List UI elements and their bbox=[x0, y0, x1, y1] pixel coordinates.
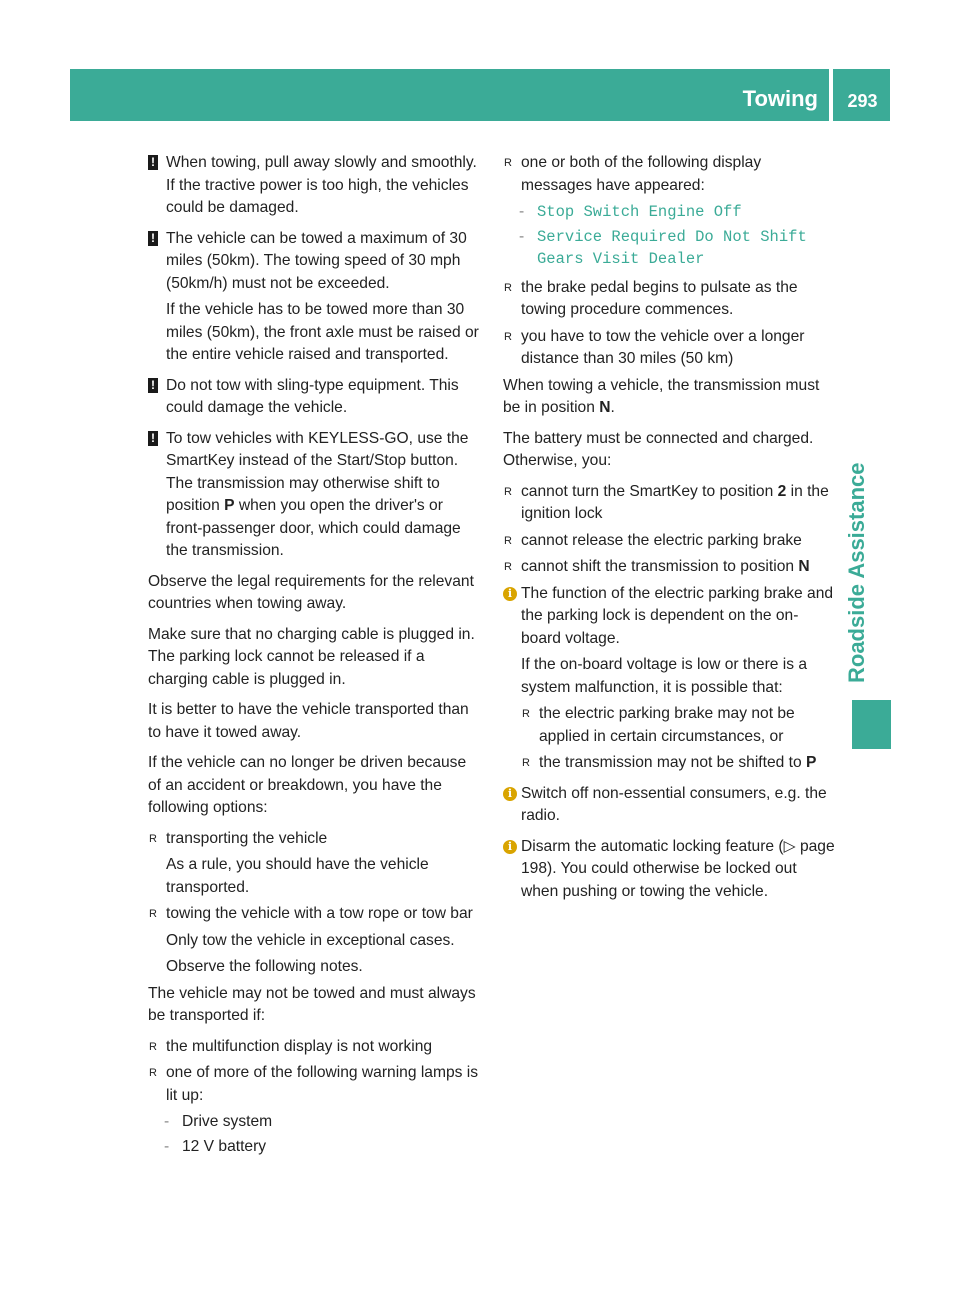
note-text: Do not tow with sling-type equipment. This could damage the vehicle. bbox=[166, 376, 459, 416]
side-tab-label: Roadside Assistance bbox=[844, 462, 869, 683]
bullet-icon: R bbox=[504, 281, 512, 294]
bullet-icon: R bbox=[504, 485, 512, 498]
list-item-text: cannot release the electric parking brake bbox=[521, 531, 802, 549]
header-separator bbox=[829, 69, 833, 121]
warning-icon: ! bbox=[148, 378, 158, 393]
note-text: When towing, pull away slowly and smoothly. If the tractive power is too high, the vehicles could be damaged. bbox=[166, 154, 477, 216]
list-item bbox=[521, 752, 835, 775]
info-note bbox=[503, 836, 835, 904]
info-note bbox=[503, 583, 835, 775]
bullet-icon: R bbox=[149, 832, 157, 845]
text-segment: cannot shift the transmission to position bbox=[521, 558, 799, 575]
key-position: 2 bbox=[777, 482, 787, 500]
dash-item bbox=[503, 201, 835, 224]
paragraph bbox=[503, 375, 835, 420]
text-segment: When towing a vehicle, the transmission must be in position bbox=[503, 376, 820, 416]
note-text bbox=[521, 836, 835, 904]
bullet-icon: R bbox=[149, 908, 157, 920]
text-segment: in the ignition lock bbox=[521, 482, 829, 522]
list-item bbox=[503, 530, 835, 553]
note-text: The vehicle can be towed a maximum of 30 miles (50km). The towing speed of 30 mph (50km/h) must not be exceeded. bbox=[166, 229, 467, 292]
bullet-icon: R bbox=[504, 561, 512, 573]
dash-icon: - bbox=[164, 1113, 170, 1130]
paragraph: It is better to have the vehicle transported than to have it towed away. bbox=[148, 701, 469, 741]
note-text: If the on-board voltage is low or there is a system malfunction, it is possible that: bbox=[521, 656, 808, 696]
list-item-text: towing the vehicle with a tow rope or tow bar bbox=[166, 905, 473, 922]
dash-item bbox=[148, 1111, 483, 1134]
list-item-text: one or both of the following display messages have appeared: bbox=[521, 154, 762, 194]
text-segment: To tow vehicles with KEYLESS-GO, use the SmartKey instead of the Start/Stop button. The transmission may otherwise shift to position bbox=[166, 429, 469, 514]
warning-note bbox=[148, 375, 483, 420]
section-title: Towing bbox=[742, 86, 818, 111]
warning-icon: ! bbox=[148, 155, 158, 170]
text-segment: . bbox=[610, 399, 615, 416]
list-item-text bbox=[539, 752, 835, 775]
bullet-icon: R bbox=[522, 757, 530, 769]
list-item bbox=[148, 828, 483, 900]
gear-position: P bbox=[224, 497, 235, 514]
list-item-text: the brake pedal begins to pulsate as the towing procedure commences. bbox=[521, 278, 798, 318]
list-item-text: one of more of the following warning lamps is lit up: bbox=[166, 1064, 479, 1104]
note-text: If the vehicle has to be towed more than 30 miles (50km), the front axle must be raised or the entire vehicle raised and transported. bbox=[166, 301, 479, 363]
list-item-text: the electric parking brake may not be applied in certain circumstances, or bbox=[539, 705, 795, 745]
list-item bbox=[521, 703, 835, 748]
header-bar bbox=[70, 69, 890, 121]
dash-icon: - bbox=[519, 203, 525, 220]
note-text: The function of the electric parking brake and the parking lock is dependent on the on-board voltage. bbox=[521, 584, 834, 647]
text-segment: Disarm the automatic locking feature ( bbox=[521, 837, 784, 855]
dash-item bbox=[503, 226, 835, 271]
list-item-text: the multifunction display is not working bbox=[166, 1037, 433, 1055]
bullet-icon: R bbox=[149, 1040, 157, 1053]
info-note bbox=[503, 783, 835, 828]
gear-position: P bbox=[805, 754, 817, 771]
bullet-icon: R bbox=[504, 330, 512, 343]
list-item-text: you have to tow the vehicle over a longer distance than 30 miles (50 km) bbox=[521, 327, 805, 367]
text-segment: the transmission may not be shifted to bbox=[539, 754, 806, 771]
paragraph: The vehicle may not be towed and must always be transported if: bbox=[148, 984, 476, 1024]
paragraph: Make sure that no charging cable is plugged in. The parking lock cannot be released if a charging cable is plugged in. bbox=[148, 625, 475, 688]
left-column bbox=[148, 152, 483, 1160]
info-icon: i bbox=[503, 787, 517, 801]
text-segment: when you open the driver's or front-passenger door, which could damage the transmission. bbox=[166, 497, 461, 559]
list-item bbox=[148, 1062, 483, 1107]
bullet-icon: R bbox=[504, 534, 512, 547]
info-icon: i bbox=[503, 840, 517, 854]
list-item bbox=[503, 152, 835, 197]
display-message: Service Required Do Not Shift Gears Visit Dealer bbox=[537, 227, 807, 268]
gear-position: N bbox=[599, 399, 611, 416]
paragraph: If the vehicle can no longer be driven because of an accident or breakdown, you have the following options: bbox=[148, 754, 467, 816]
note-text: Switch off non-essential consumers, e.g. the radio. bbox=[521, 784, 827, 824]
list-item-text bbox=[521, 556, 835, 579]
text-segment: cannot turn the SmartKey to position bbox=[521, 482, 778, 500]
warning-icon: ! bbox=[148, 231, 158, 246]
warning-note bbox=[148, 152, 483, 220]
dash-item bbox=[148, 1136, 483, 1159]
side-tab-marker bbox=[852, 700, 891, 749]
gear-position: N bbox=[798, 558, 810, 575]
page-number: 293 bbox=[847, 91, 878, 111]
list-item bbox=[148, 1036, 483, 1059]
paragraph: Observe the legal requirements for the relevant countries when towing away. bbox=[148, 572, 474, 612]
warning-note bbox=[148, 228, 483, 367]
info-icon: i bbox=[503, 587, 517, 601]
dash-item-text: 12 V battery bbox=[182, 1137, 267, 1155]
dash-icon: - bbox=[519, 227, 525, 245]
dash-item-text: Drive system bbox=[182, 1113, 273, 1130]
warning-icon: ! bbox=[148, 431, 158, 446]
list-item bbox=[503, 277, 835, 322]
list-item-text: transporting the vehicle bbox=[166, 829, 328, 847]
dash-icon: - bbox=[164, 1137, 170, 1155]
list-item-text bbox=[521, 481, 835, 526]
warning-note bbox=[148, 428, 483, 563]
right-column bbox=[503, 152, 835, 911]
page-ref-arrow-icon: ▷ bbox=[783, 837, 796, 855]
list-item-subtext: Only tow the vehicle in exceptional cases. bbox=[166, 931, 455, 949]
list-item-subtext: As a rule, you should have the vehicle transported. bbox=[166, 856, 429, 896]
list-item bbox=[148, 903, 483, 979]
paragraph: The battery must be connected and charged. Otherwise, you: bbox=[503, 429, 814, 469]
bullet-icon: R bbox=[504, 157, 512, 169]
bullet-icon: R bbox=[149, 1067, 157, 1079]
list-item bbox=[503, 326, 835, 371]
page-reference-text[interactable]: page 198). You could otherwise be locked out when pushing or towing the vehicle. bbox=[521, 837, 835, 900]
bullet-icon: R bbox=[522, 708, 530, 720]
note-text bbox=[166, 428, 483, 563]
list-item bbox=[503, 481, 835, 526]
list-item-subtext: Observe the following notes. bbox=[166, 958, 363, 975]
display-message: Stop Switch Engine Off bbox=[537, 203, 742, 221]
list-item bbox=[503, 556, 835, 579]
